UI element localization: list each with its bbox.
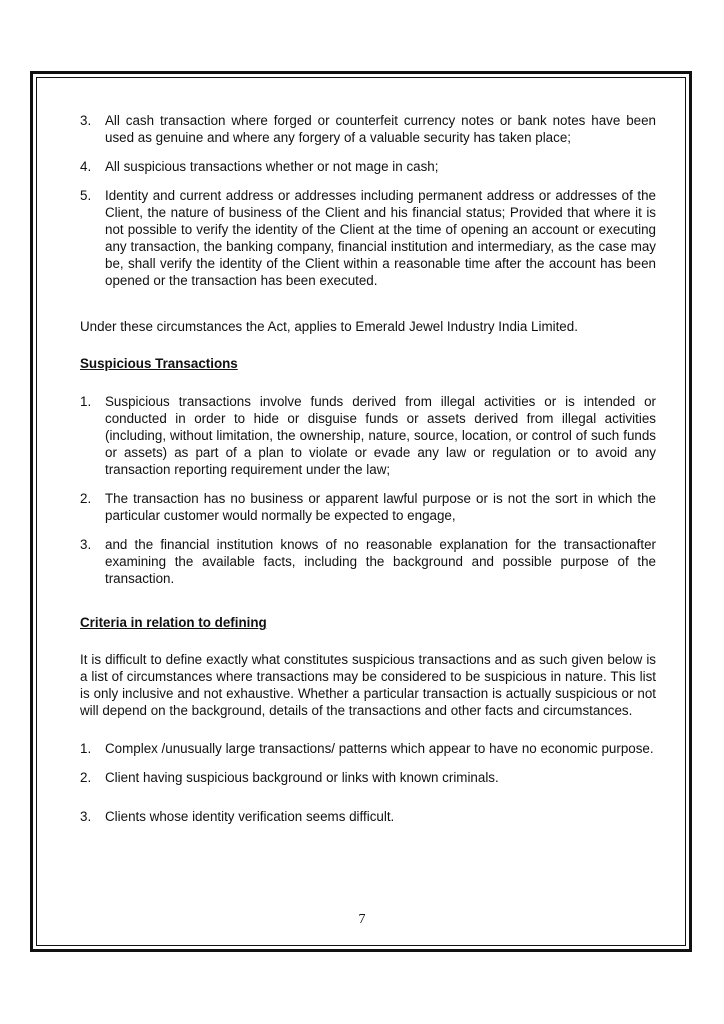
list-item xyxy=(80,393,656,478)
heading-criteria: Criteria in relation to defining xyxy=(80,615,267,630)
document-body xyxy=(80,112,656,825)
list-item xyxy=(80,490,656,524)
list-item-text: The transaction has no business or apparent lawful purpose or is not the sort in which the particular customer would normally be expected to engage, xyxy=(105,491,656,523)
criteria-paragraph: It is difficult to define exactly what constitutes suspicious transactions and as such given below is a list of circumstances where transactions may be considered to be suspicious in nature. This list is only inclusive and not exhaustive. Whether a particular transaction is actually suspicious or not will depend on the background, details of the transactions and other facts and circumstances. xyxy=(80,652,656,718)
list-item xyxy=(80,769,656,786)
list-item-text: Complex /unusually large transactions/ patterns which appear to have no economic purpose. xyxy=(105,741,654,756)
list-item-text: Suspicious transactions involve funds derived from illegal activities or is intended or conducted in order to hide or disguise funds or assets derived from illegal activities (including, without limitation, the ownership, nature, source, location, or control of such funds or assets) as part of a plan to violate or evade any law or regulation or to avoid any transaction reporting requirement under the law; xyxy=(105,394,656,477)
list-item-number: 2. xyxy=(80,770,92,785)
list-item xyxy=(80,536,656,587)
list-item-number: 3. xyxy=(80,113,92,128)
list-item xyxy=(80,187,656,289)
list-item xyxy=(80,158,656,175)
list-item-text: Identity and current address or addresses including permanent address or addresses of the Client, the nature of business of the Client and his financial status; Provided that where it is not possible to verify the identity of the Client at the time of opening an account or executing any transaction, the banking company, financial institution and intermediary, as the case may be, shall verify the identity of the Client within a reasonable time after the account has been opened or the transaction has been executed. xyxy=(105,188,656,288)
list-item-text: and the financial institution knows of no reasonable explanation for the transactionafter examining the available facts, including the background and possible purpose of the transaction. xyxy=(105,537,656,586)
list-item-number: 3. xyxy=(80,809,92,824)
list-item xyxy=(80,808,656,825)
heading-suspicious-transactions: Suspicious Transactions xyxy=(80,356,238,371)
list-item-text: Clients whose identity verification seems difficult. xyxy=(105,809,395,824)
list-item-text: All suspicious transactions whether or not mage in cash; xyxy=(105,159,439,174)
list-item-text: Client having suspicious background or links with known criminals. xyxy=(105,770,499,785)
list-item-number: 1. xyxy=(80,741,92,756)
page-number: 7 xyxy=(358,912,366,927)
list-item-text: All cash transaction where forged or counterfeit currency notes or bank notes have been used as genuine and where any forgery of a valuable security has taken place; xyxy=(105,113,656,145)
list-item-number: 5. xyxy=(80,188,92,203)
applies-paragraph: Under these circumstances the Act, applies to Emerald Jewel Industry India Limited. xyxy=(80,319,578,334)
list-item xyxy=(80,112,656,146)
list-item xyxy=(80,740,656,757)
list-item-number: 1. xyxy=(80,394,92,409)
list-item-number: 2. xyxy=(80,491,92,506)
list-item-number: 4. xyxy=(80,159,92,174)
list-item-number: 3. xyxy=(80,537,92,552)
